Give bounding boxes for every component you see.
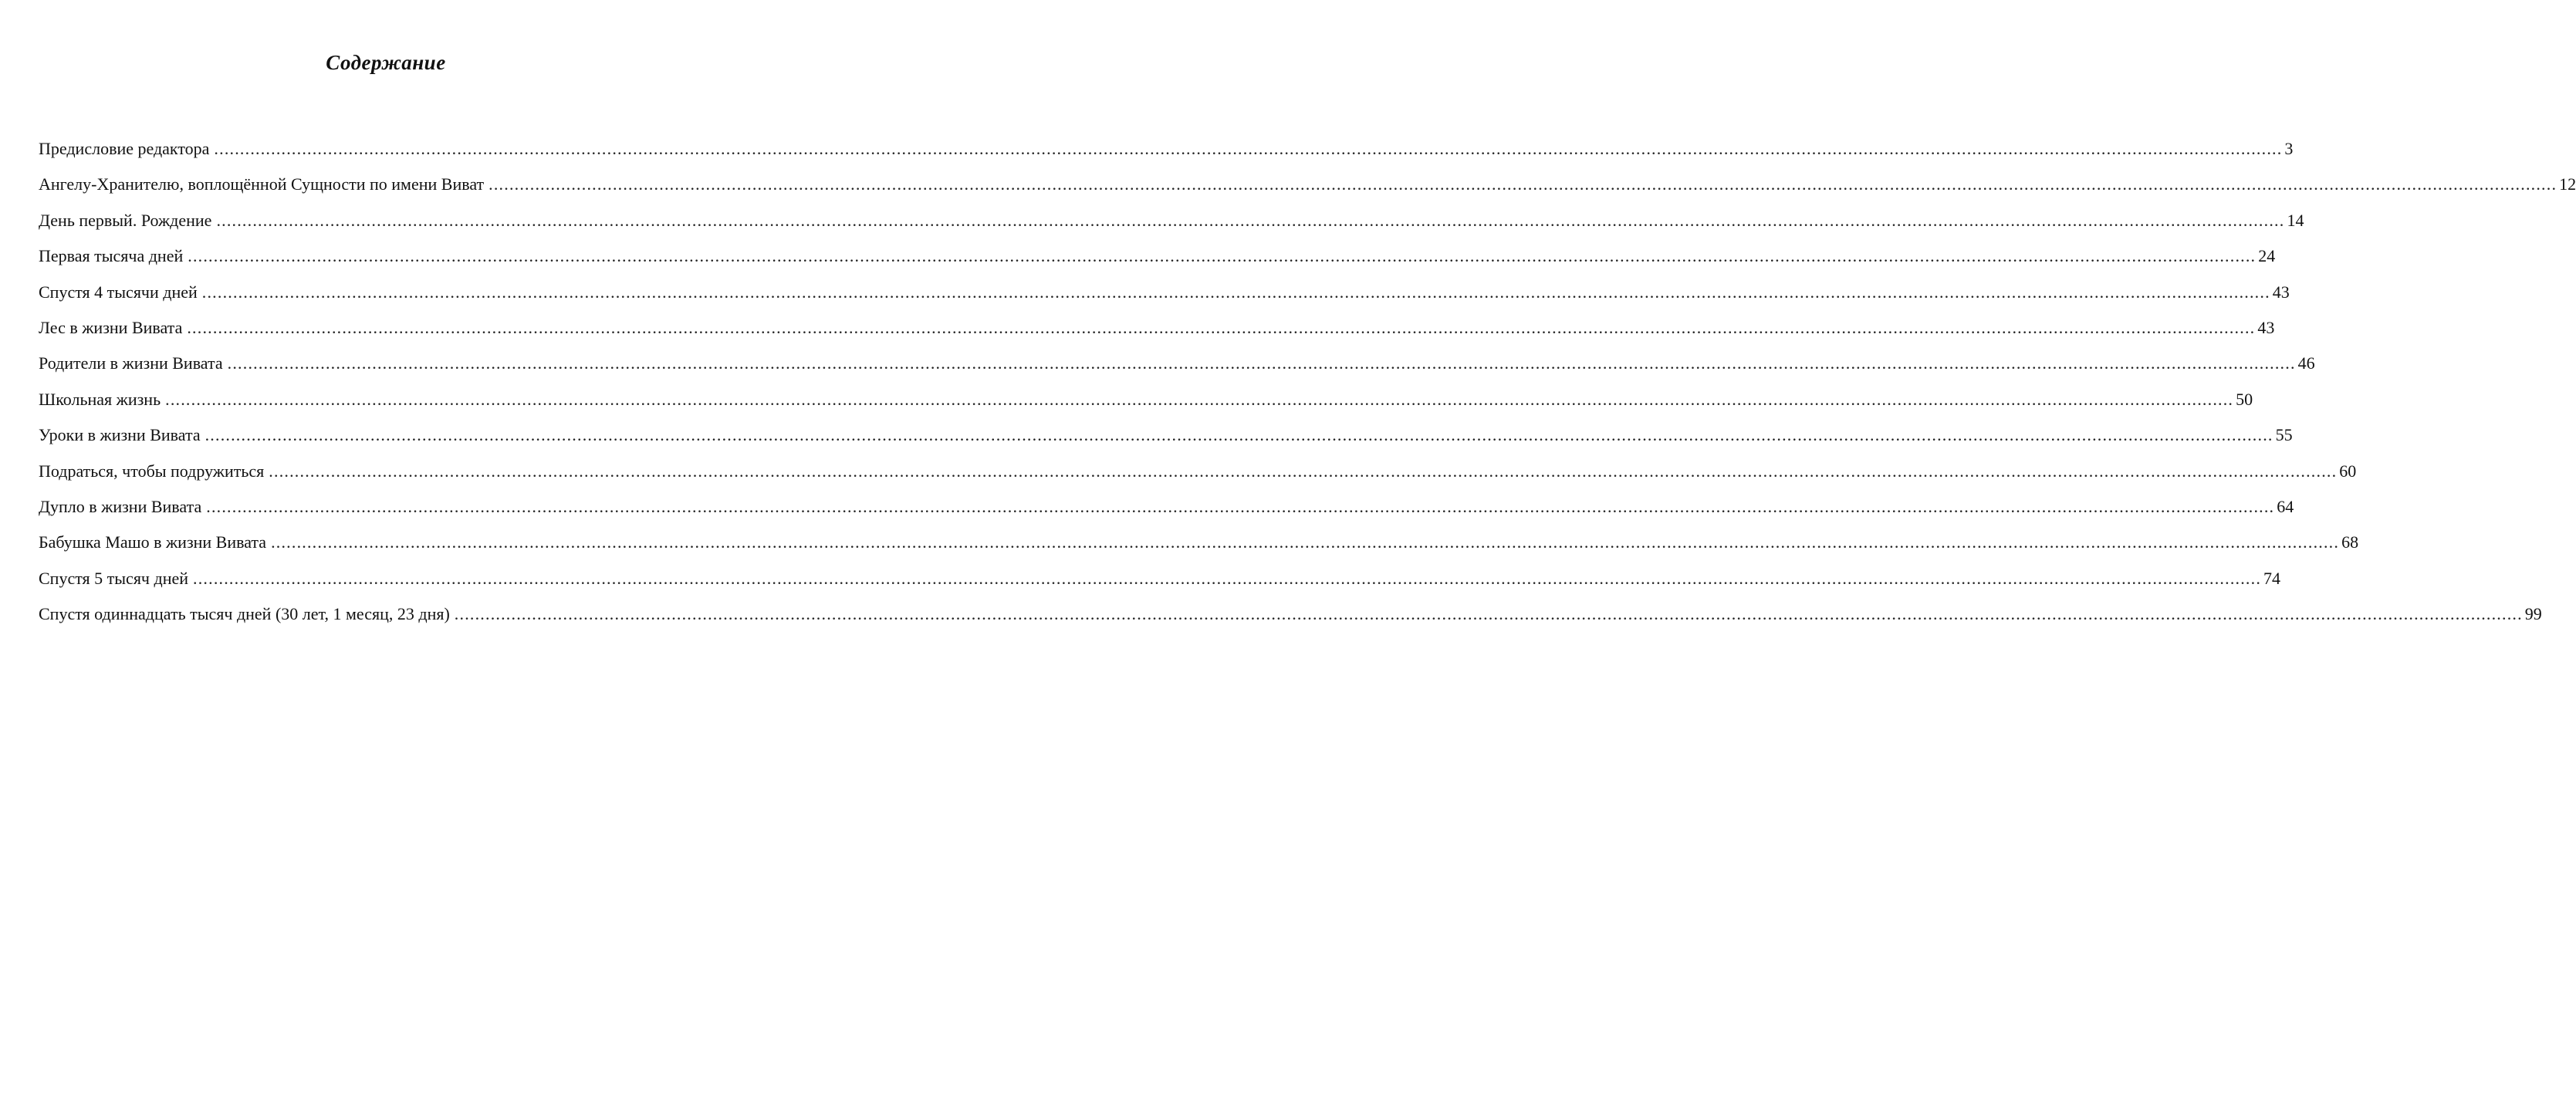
- toc-entry: [39, 131, 2294, 167]
- toc-entry-title: Бабушка Машо в жизни Вивата: [39, 532, 267, 552]
- toc-entry-page: 60: [2339, 461, 2357, 481]
- toc-entry: [39, 596, 2542, 632]
- toc-entry-title: День первый. Рождение: [39, 210, 212, 230]
- toc-entry: [39, 238, 2276, 274]
- dot-leader: ................................................................................................................................................................................................................................................................................................................................................................................................................: [214, 139, 2283, 158]
- toc-entry: [39, 167, 2576, 202]
- table-of-contents: [39, 131, 2576, 632]
- toc-entry-title: Уроки в жизни Вивата: [39, 425, 201, 445]
- toc-entry: [39, 454, 2357, 489]
- toc-entry-page: 14: [2287, 210, 2304, 230]
- toc-entry-page: 74: [2263, 568, 2281, 588]
- toc-entry: [39, 275, 2290, 310]
- toc-entry-page: 99: [2524, 604, 2542, 624]
- toc-entry-title: Спустя 5 тысяч дней: [39, 568, 189, 588]
- toc-entry-page: 55: [2275, 425, 2293, 445]
- toc-entry-title: Спустя 4 тысячи дней: [39, 282, 198, 302]
- toc-entry-page: 43: [2257, 317, 2275, 337]
- toc-entry-title: Родители в жизни Вивата: [39, 353, 223, 373]
- dot-leader: ................................................................................................................................................................................................................................................................................................................................................................................................................: [227, 353, 2296, 373]
- toc-entry-title: Спустя одиннадцать тысяч дней (30 лет, 1 месяц, 23 дня): [39, 604, 450, 624]
- toc-entry: [39, 346, 2315, 381]
- toc-entry-page: 43: [2272, 282, 2290, 302]
- toc-entry-page: 50: [2236, 389, 2253, 409]
- toc-entry-page: 64: [2277, 496, 2294, 516]
- toc-entry-title: Лес в жизни Вивата: [39, 317, 183, 337]
- dot-leader: ................................................................................................................................................................................................................................................................................................................................................................................................................: [188, 246, 2257, 266]
- dot-leader: ................................................................................................................................................................................................................................................................................................................................................................................................................: [488, 174, 2557, 194]
- toc-entry-page: 46: [2297, 353, 2315, 373]
- dot-leader: ................................................................................................................................................................................................................................................................................................................................................................................................................: [193, 568, 2262, 588]
- toc-entry: [39, 525, 2359, 560]
- toc-entry: [39, 203, 2304, 238]
- toc-entry-page: 24: [2258, 246, 2276, 266]
- dot-leader: ................................................................................................................................................................................................................................................................................................................................................................................................................: [165, 389, 2234, 409]
- toc-entry: [39, 310, 2275, 346]
- dot-leader: ................................................................................................................................................................................................................................................................................................................................................................................................................: [206, 496, 2275, 516]
- toc-entry-title: Предисловие редактора: [39, 139, 210, 158]
- dot-leader: ................................................................................................................................................................................................................................................................................................................................................................................................................: [205, 425, 2273, 445]
- toc-entry: [39, 561, 2281, 596]
- toc-entry-page: 3: [2284, 139, 2294, 158]
- toc-entry: [39, 382, 2253, 417]
- toc-entry: [39, 417, 2293, 453]
- dot-leader: ................................................................................................................................................................................................................................................................................................................................................................................................................: [271, 532, 2340, 552]
- dot-leader: ................................................................................................................................................................................................................................................................................................................................................................................................................: [454, 604, 2523, 624]
- dot-leader: ................................................................................................................................................................................................................................................................................................................................................................................................................: [216, 210, 2285, 230]
- toc-entry-page: 12: [2559, 174, 2576, 194]
- toc-entry-page: 68: [2341, 532, 2359, 552]
- dot-leader: ................................................................................................................................................................................................................................................................................................................................................................................................................: [201, 282, 2270, 302]
- toc-entry-title: Ангелу-Хранителю, воплощённой Сущности по имени Виват: [39, 174, 485, 194]
- toc-entry-title: Первая тысяча дней: [39, 246, 184, 266]
- page-title: Содержание: [326, 51, 446, 74]
- dot-leader: ................................................................................................................................................................................................................................................................................................................................................................................................................: [187, 317, 2256, 337]
- toc-entry-title: Подраться, чтобы подружиться: [39, 461, 265, 481]
- toc-entry-title: Школьная жизнь: [39, 389, 161, 409]
- toc-entry: [39, 489, 2294, 525]
- toc-entry-title: Дупло в жизни Вивата: [39, 496, 202, 516]
- dot-leader: ................................................................................................................................................................................................................................................................................................................................................................................................................: [269, 461, 2338, 481]
